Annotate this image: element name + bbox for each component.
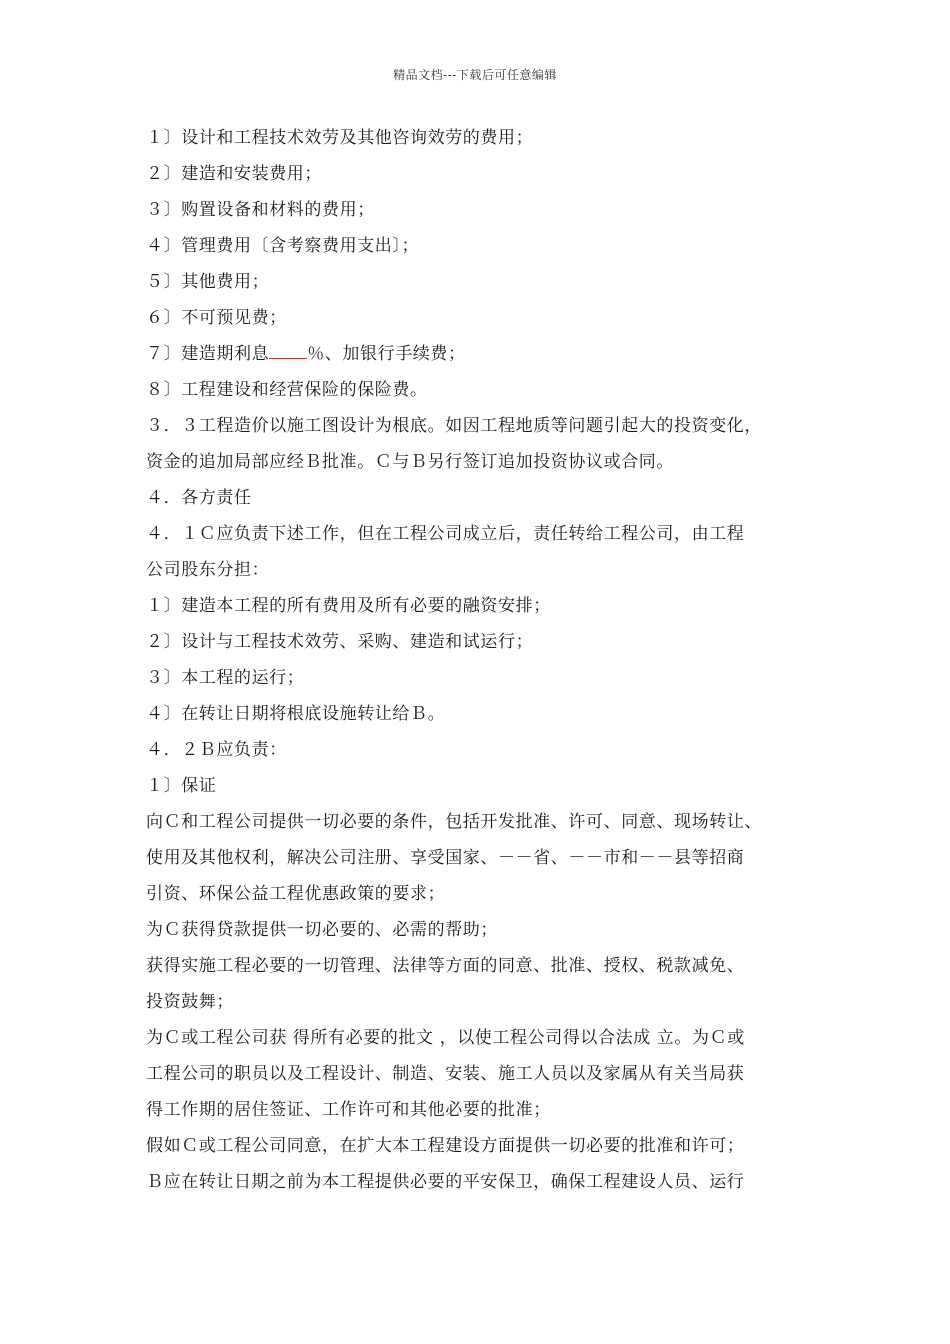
page-header: 精品文档---下载后可任意编辑 <box>393 68 557 82</box>
text-line: ４〕管理费用〔含考察费用支出〕； <box>146 236 420 256</box>
text-line: 向Ｃ和工程公司提供一切必要的条件，包括开发批准、许可、同意、现场转让、 <box>146 812 762 832</box>
text-line: １〕设计和工程技术效劳及其他咨询效劳的费用； <box>146 128 534 148</box>
text-line: ２〕设计与工程技术效劳、采购、建造和试运行； <box>146 632 534 652</box>
text-line: 假如Ｃ或工程公司同意，在扩大本工程建设方面提供一切必要的批准和许可； <box>146 1136 745 1156</box>
fill-in-blank <box>269 338 307 359</box>
text-line: 为Ｃ获得贷款提供一切必要的、必需的帮助； <box>146 920 498 940</box>
text-line: 公司股东分担： <box>146 560 270 580</box>
text-line: ８〕工程建设和经营保险的保险费。 <box>146 380 428 400</box>
text-line: 引资、环保公益工程优惠政策的要求； <box>146 884 446 904</box>
text-line: ３〕购置设备和材料的费用； <box>146 200 375 220</box>
text-line: 资金的追加局部应经Ｂ批准。Ｃ与Ｂ另行签订追加投资协议或合同。 <box>146 452 674 472</box>
text-line: 得工作期的居住签证、工作许可和其他必要的批准； <box>146 1100 551 1120</box>
text-line: Ｂ应在转让日期之前为本工程提供必要的平安保卫，确保工程建设人员、运行 <box>146 1172 745 1192</box>
text-fragment: ７〕建造期利息 <box>146 344 270 364</box>
text-line: 为Ｃ或工程公司获 得所有必要的批文 ，以使工程公司得以合法成 立。为Ｃ或 <box>146 1028 745 1048</box>
text-line: １〕建造本工程的所有费用及所有必要的融资安排； <box>146 596 551 616</box>
text-line: ４．１Ｃ应负责下述工作，但在工程公司成立后，责任转给工程公司，由工程 <box>146 524 745 544</box>
text-line: １〕保证 <box>146 776 217 796</box>
text-fragment: ％、加银行手续费； <box>307 344 466 364</box>
text-line: 工程公司的职员以及工程设计、制造、安装、施工人员以及家属从有关当局获 <box>146 1064 745 1084</box>
text-line: ５〕其他费用； <box>146 272 270 292</box>
text-line-interest <box>146 336 826 372</box>
document-body <box>146 120 826 1200</box>
section-heading: ４．各方责任 <box>146 488 252 508</box>
text-line: 获得实施工程必要的一切管理、法律等方面的同意、批准、授权、税款减免、 <box>146 956 745 976</box>
text-line: ３〕本工程的运行； <box>146 668 305 688</box>
text-line: ４〕在转让日期将根底设施转让给Ｂ。 <box>146 704 446 724</box>
text-line: 使用及其他权利，解决公司注册、享受国家、－－省、－－市和－－县等招商 <box>146 848 745 868</box>
text-line: ４．２Ｂ应负责： <box>146 740 287 760</box>
text-line: ３．３工程造价以施工图设计为根底。如因工程地质等问题引起大的投资变化， <box>146 416 762 436</box>
text-line: ２〕建造和安装费用； <box>146 164 322 184</box>
text-line: ６〕不可预见费； <box>146 308 287 328</box>
text-line: 投资鼓舞； <box>146 992 234 1012</box>
